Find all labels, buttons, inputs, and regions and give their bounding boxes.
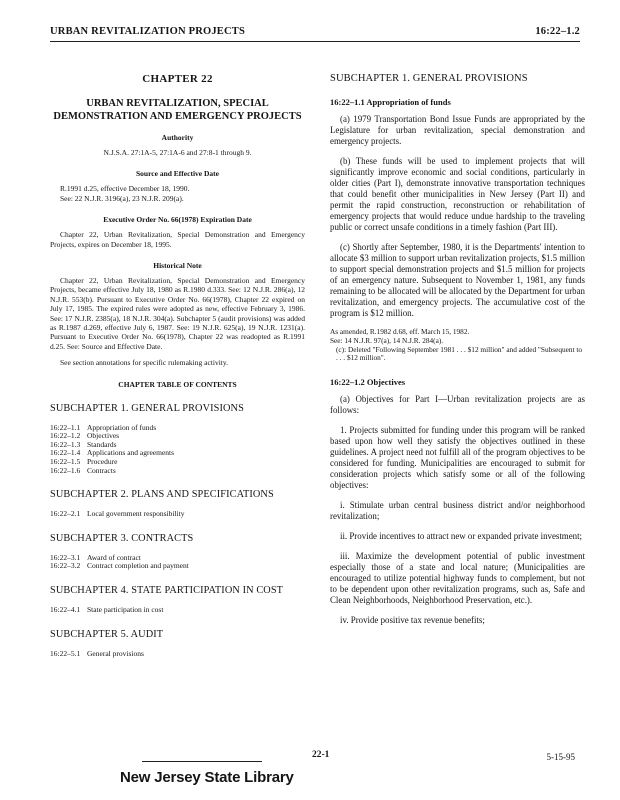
executive-order-heading: Executive Order No. 66(1978) Expiration Date [103,215,252,225]
running-header-section: 16:22–1.2 [535,26,580,37]
toc-entry-label: Contract completion and payment [87,561,189,571]
amendment-line: See: 14 N.J.R. 97(a), 14 N.J.R. 284(a). [330,335,444,345]
toc-entry-number: 16:22–5.1 [50,648,81,658]
left-column [50,73,305,672]
authority-text: N.J.S.A. 27:1A-5, 27:1A-6 and 27:8-1 through 9. [103,148,252,157]
page-footer [0,750,620,790]
toc-entry-number: 16:22–4.1 [50,605,81,615]
toc-entry-label: General provisions [87,648,144,658]
subchapter-title: SUBCHAPTER 1. GENERAL PROVISIONS [330,73,528,84]
amendment-line: (c): Deleted "Following September 1981 . . . $12 million" and added "Subsequent to . . . $12 million". [336,344,583,363]
see-note: See section annotations for specific rulemaking activity. [60,358,229,368]
toc-entry-number: 16:22–3.2 [50,561,81,571]
toc-subchapter-title: SUBCHAPTER 4. STATE PARTICIPATION IN COST [50,585,284,597]
toc-entry-number: 16:22–1.1 [50,422,81,432]
toc-entry-label: Procedure [87,457,118,467]
toc-subchapter-title: SUBCHAPTER 2. PLANS AND SPECIFICATIONS [50,489,274,501]
toc-entry-label: Standards [87,439,117,449]
executive-order-text: Chapter 22, Urban Revitalization, Special Demonstration and Emergency Projects, expires on December 18, 1995. [50,230,305,249]
source-line-1: R.1991 d.25, effective December 18, 1990. [60,184,190,194]
toc-entry-number: 16:22–1.3 [50,439,81,449]
chapter-title: URBAN REVITALIZATION, SPECIAL DEMONSTRATION AND EMERGENCY PROJECTS [53,98,302,122]
toc-entry-label: State participation in cost [87,605,164,615]
running-header-title: URBAN REVITALIZATION PROJECTS [50,26,246,37]
paragraph: i. Stimulate urban central business district and/or neighborhood revitalization; [330,500,585,522]
footer-rule [142,761,262,762]
historical-note-text: Chapter 22, Urban Revitalization, Special Demonstration and Emergency Projects, became effective July 18, 1980 as R.1980 d.333. See: 12 N.J.R. 286(a), 12 N.J.R. 553(b). Pursuant to Executive Order No. 66(1978), Chapter 22 expired on July 17, 1985. The expired rules were adopted as new, effective February 3, 1986. See: 17 N.J.R. 2385(a), 18 N.J.R. 304(a). Subchapter 5 (audit provisions) was added as R.1987 d.269, effective July 6, 1987. See: 19 N.J.R. 625(a), 19 N.J.R. 1231(a). Pursuant to Executive Order No. 66(1978), Chapter 22 was readopted as R.1991 d.25. See: Source and Effective Date. [50,276,305,351]
toc-subchapter [50,585,305,615]
right-column [330,73,585,635]
revision-date: 5-15-95 [546,752,575,762]
toc-subchapter [50,533,305,571]
toc-subchapter [50,629,305,659]
amendment-note [330,328,585,363]
paragraph: (c) Shortly after September, 1980, it is the Departments' intention to allocate $3 million to support urban revitalization projects, $1.5 million to support special demonstration projects and $1.5 million for projects of an emergency nature. Subsequent to November 1, 1981, any funds remaining to be allocated will be allocated by the Department for urban revitalization, and emergency projects. The accumulative cost of the program is $12 million. [330,242,585,318]
running-header [50,23,580,42]
toc-entry-number: 16:22–1.4 [50,448,81,458]
library-stamp: New Jersey State Library [120,769,294,786]
toc-entry-number: 16:22–2.1 [50,509,81,519]
paragraph: iii. Maximize the development potential of public investment especially those of a state and local nature; (Municipalities are encouraged to utilize potential highway funds to complement, but not to be dependent upon other revitalization programs, such as, Safe and Clean Neighborhoods, Neighborhood Preservation, etc.). [330,551,585,606]
source-line-2: See: 22 N.J.R. 3196(a), 23 N.J.R. 209(a). [60,193,184,203]
toc-entry-number: 16:22–1.6 [50,465,81,475]
chapter-number: CHAPTER 22 [142,73,213,85]
paragraph: 1. Projects submitted for funding under this program will be ranked based upon how well they satisfy the objectives outlined in these guidelines. A project need not fulfill all of the program objectives to be considered for funding. Municipalities are encouraged to submit for consideration projects which satisfy some or all of the following objectives: [330,425,585,491]
toc-subchapter-title: SUBCHAPTER 1. GENERAL PROVISIONS [50,402,244,414]
toc-entry-label: Applications and agreements [87,448,175,458]
toc-entry [50,562,305,571]
toc-entry-label: Local government responsibility [87,509,185,519]
toc-subchapter-title: SUBCHAPTER 3. CONTRACTS [50,532,194,544]
toc-entry-number: 16:22–3.1 [50,552,81,562]
toc-entry-label: Appropriation of funds [87,422,157,432]
toc-subchapter [50,489,305,519]
authority-heading: Authority [161,133,194,142]
toc-subchapter [50,403,305,476]
toc-subchapter-title: SUBCHAPTER 5. AUDIT [50,628,164,640]
toc-entry [50,510,305,519]
toc-entry-number: 16:22–1.5 [50,457,81,467]
paragraph: (a) 1979 Transportation Bond Issue Funds are appropriated by the Legislature for urban revitalization, special demonstration and emergency projects. [330,114,585,146]
toc-heading: CHAPTER TABLE OF CONTENTS [118,379,237,389]
paragraph: iv. Provide positive tax revenue benefits; [340,615,485,626]
toc-entry [50,606,305,615]
section-heading: 16:22–1.1 Appropriation of funds [330,97,451,107]
source-heading: Source and Effective Date [136,169,219,179]
paragraph: (a) Objectives for Part I—Urban revitalization projects are as follows: [330,394,585,416]
toc-entry [50,650,305,659]
amendment-line: As amended, R.1982 d.68, eff. March 15, 1982. [330,327,470,336]
toc-entry-label: Objectives [87,431,120,441]
toc-entry [50,467,305,476]
section-heading: 16:22–1.2 Objectives [330,377,406,388]
paragraph: (b) These funds will be used to implement projects that will significantly improve economic and social conditions, particularly in older cities (Part I), demonstrate innovative transportation techniques that could benefit other municipalities in New Jersey (Part II) and permit the rapid construction, reconstruction or rehabilitation of emergency projects that would reduce undue hardship to the traveling public or correct unsafe conditions in a timely fashion (Part III). [330,156,585,232]
page-number: 22-1 [312,750,330,760]
toc-entry-label: Award of contract [87,552,141,562]
toc-entry-label: Contracts [87,465,116,475]
historical-note-heading: Historical Note [153,261,202,271]
toc-entry-number: 16:22–1.2 [50,431,81,441]
paragraph: ii. Provide incentives to attract new or expanded private investment; [340,531,583,542]
